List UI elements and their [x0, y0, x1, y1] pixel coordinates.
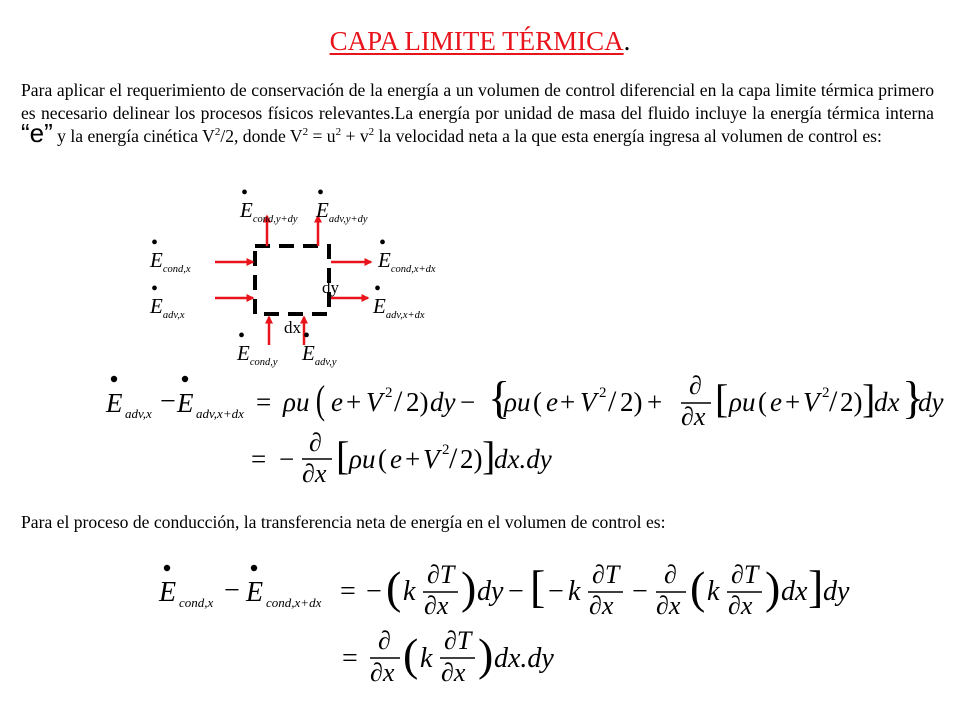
svg-text:adv,x: adv,x — [125, 406, 152, 421]
label-e-adv-y-dy: • $E_{adv,y+dy}$ — [316, 182, 368, 225]
svg-text:[: [ — [530, 561, 546, 612]
svg-text:∂x: ∂x — [424, 591, 449, 620]
svg-text:/: / — [608, 385, 617, 418]
svg-text:=: = — [256, 387, 272, 417]
svg-text:−: − — [366, 576, 382, 607]
svg-text:=: = — [342, 643, 358, 674]
label-e-cond-y-dy: • $E_{cond,y+dy}$ — [240, 182, 298, 225]
svg-text:2: 2 — [385, 385, 393, 401]
svg-text:(: ( — [690, 562, 706, 613]
svg-text:k: k — [403, 576, 416, 607]
svg-text:−: − — [224, 575, 240, 606]
svg-text:∂T: ∂T — [444, 626, 472, 655]
svg-text:]: ] — [808, 561, 824, 612]
svg-text:]: ] — [482, 433, 496, 478]
title-period: . — [623, 26, 631, 56]
svg-text:∂T: ∂T — [592, 560, 620, 589]
svg-text:=: = — [251, 444, 267, 474]
svg-text:): ) — [765, 562, 781, 613]
svg-text:∂x: ∂x — [728, 591, 753, 620]
svg-text:cond,x+dx: cond,x+dx — [266, 595, 322, 610]
intro-sup-4: 2 — [368, 126, 375, 138]
svg-text:(: ( — [315, 378, 326, 423]
label-e-adv-y: • $E_{adv,y}$ — [302, 325, 337, 368]
svg-text:dy: dy — [430, 387, 456, 417]
svg-text:∂T: ∂T — [427, 560, 455, 589]
svg-text:−: − — [160, 386, 176, 417]
svg-text:E: E — [159, 577, 177, 608]
svg-text:]: ] — [862, 376, 876, 421]
svg-text:ρu: ρu — [504, 387, 531, 417]
svg-text:2): 2) — [460, 444, 483, 474]
svg-text:−: − — [460, 387, 476, 417]
svg-text:+: + — [647, 387, 663, 417]
intro-sup-1: 2 — [214, 126, 221, 138]
svg-text:[: [ — [715, 376, 729, 421]
svg-text:k: k — [707, 576, 720, 607]
svg-text:[: [ — [336, 433, 350, 478]
svg-text:V: V — [580, 387, 597, 417]
svg-text:2: 2 — [442, 442, 450, 458]
svg-text:E: E — [106, 388, 123, 418]
conduction-paragraph: Para el proceso de conducción, la transferencia neta de energía en el volumen de control es: — [21, 512, 666, 532]
intro-symbol-e: “e” — [21, 118, 53, 148]
intro-sup-3: 2 — [335, 126, 342, 138]
svg-text:dy: dy — [823, 576, 850, 607]
svg-text:E: E — [246, 577, 264, 608]
svg-text:k: k — [420, 643, 433, 674]
svg-text:(: ( — [386, 562, 402, 613]
svg-text:dx: dx — [781, 576, 808, 607]
svg-text:∂x: ∂x — [656, 591, 681, 620]
title-text: CAPA LIMITE TÉRMICA — [329, 26, 624, 56]
svg-text:/: / — [449, 442, 458, 475]
svg-text:+: + — [785, 387, 801, 417]
svg-text:2: 2 — [822, 385, 830, 401]
svg-text:): ) — [461, 562, 477, 613]
svg-text:(: ( — [403, 629, 419, 680]
intro-text-6: la velocidad neta a la que esta energía ingresa al volumen de control es: — [374, 126, 882, 146]
dy-label: dy — [322, 278, 339, 297]
svg-text:=: = — [340, 576, 356, 607]
svg-text:+: + — [346, 387, 362, 417]
svg-text:/: / — [394, 385, 403, 418]
svg-text:dx.dy: dx.dy — [494, 643, 554, 674]
intro-sup-2: 2 — [302, 126, 309, 138]
svg-text:{: { — [488, 372, 511, 423]
svg-text:k: k — [568, 576, 581, 607]
svg-text:e: e — [390, 444, 402, 474]
svg-text:∂x: ∂x — [681, 402, 706, 431]
svg-text:}: } — [902, 372, 925, 423]
svg-text:(: ( — [533, 387, 542, 417]
svg-text:+: + — [405, 444, 421, 474]
svg-text:/: / — [829, 385, 838, 418]
svg-text:∂: ∂ — [309, 428, 322, 457]
intro-text-1: Para aplicar el requerimiento de conservación de la energía a un volumen de control diferencial en la capa limite térmica primero es necesario delinear los procesos físicos relevantes.La energía por unidad de masa del fluido incluye la energía térmica interna — [21, 80, 934, 123]
svg-text:−: − — [279, 444, 295, 474]
label-e-cond-x-dx: • $E_{cond,x+dx}$ — [378, 232, 436, 275]
intro-text-5: + v — [341, 126, 369, 146]
svg-text:V: V — [366, 387, 383, 417]
label-e-adv-x-dx: • $E_{adv,x+dx}$ — [373, 278, 425, 321]
svg-text:ρu: ρu — [283, 387, 310, 417]
svg-text:(: ( — [378, 444, 387, 474]
svg-text:−: − — [548, 576, 564, 607]
svg-text:ρu: ρu — [349, 444, 376, 474]
svg-text:adv,x+dx: adv,x+dx — [196, 406, 244, 421]
label-e-adv-x: • $E_{adv,x}$ — [150, 278, 185, 321]
svg-text:V: V — [803, 387, 820, 417]
svg-text:V: V — [423, 444, 440, 474]
intro-text-4: = u — [308, 126, 336, 146]
svg-text:cond,x: cond,x — [179, 595, 214, 610]
svg-text:dy: dy — [918, 387, 944, 417]
svg-text:∂x: ∂x — [441, 658, 466, 687]
svg-text:): ) — [478, 629, 494, 680]
svg-text:−: − — [632, 576, 648, 607]
svg-text:e: e — [546, 387, 558, 417]
svg-text:∂x: ∂x — [302, 459, 327, 488]
svg-text:E: E — [177, 388, 194, 418]
svg-text:∂T: ∂T — [731, 560, 759, 589]
svg-text:∂x: ∂x — [589, 591, 614, 620]
svg-text:∂: ∂ — [378, 626, 391, 655]
dx-label: dx — [284, 318, 301, 337]
svg-text:+: + — [560, 387, 576, 417]
svg-text:e: e — [770, 387, 782, 417]
intro-text-3: /2, donde V — [220, 126, 303, 146]
svg-text:∂x: ∂x — [370, 658, 395, 687]
svg-text:ρu: ρu — [729, 387, 756, 417]
svg-text:(: ( — [758, 387, 767, 417]
intro-text-2: y la energía cinética V — [52, 126, 215, 146]
svg-text:2): 2) — [620, 387, 643, 417]
svg-text:dx: dx — [874, 387, 900, 417]
svg-text:e: e — [331, 387, 343, 417]
svg-text:−: − — [508, 576, 524, 607]
label-e-cond-x: • $E_{cond,x}$ — [150, 232, 191, 275]
label-e-cond-y: • $E_{cond,y}$ — [237, 325, 278, 368]
svg-text:2: 2 — [599, 385, 607, 401]
svg-text:dx.dy: dx.dy — [494, 444, 552, 474]
svg-text:dy: dy — [477, 576, 504, 607]
svg-text:∂: ∂ — [664, 560, 677, 589]
svg-text:2): 2) — [840, 387, 863, 417]
svg-text:∂: ∂ — [689, 371, 702, 400]
svg-text:2): 2) — [406, 387, 429, 417]
